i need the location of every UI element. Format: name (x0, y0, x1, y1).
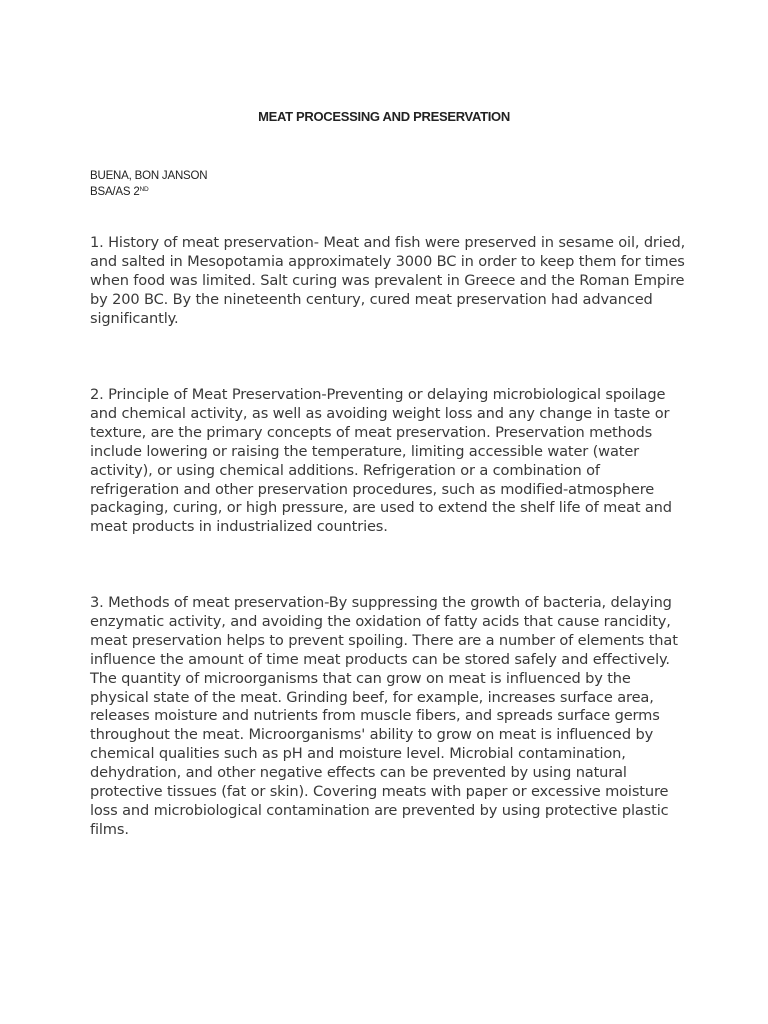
author-course (90, 184, 207, 200)
paragraph-principle: 2. Principle of Meat Preservation-Preventing or delaying microbiological spoilage and chemical activity, as well as avoiding weight loss and any change in taste or texture, are the primary concepts of meat preservation. Preservation methods include lowering or raising the temperature, limiting accessible water (water activity), or using chemical additions. Refrigeration or a combination of refrigeration and other preservation procedures, such as modified-atmosphere packaging, curing, or high pressure, are used to extend the shelf life of meat and meat products in industrialized countries. (90, 386, 672, 536)
document-title: MEAT PROCESSING AND PRESERVATION (258, 109, 510, 124)
paragraph-methods: 3. Methods of meat preservation-By suppressing the growth of bacteria, delaying enzymatic activity, and avoiding the oxidation of fatty acids that cause rancidity, meat preservation helps to prevent spoiling. There are a number of elements that influence the amount of time meat products can be stored safely and effectively. The quantity of microorganisms that can grow on meat is influenced by the physical state of the meat. Grinding beef, for example, increases surface area, releases moisture and nutrients from muscle fibers, and spreads surface germs throughout the meat. Microorganisms' ability to grow on meat is influenced by chemical qualities such as pH and moisture level. Microbial contamination, dehydration, and other negative effects can be prevented by using natural protective tissues (fat or skin). Covering meats with paper or excessive moisture loss and microbiological contamination are prevented by using protective plastic films. (90, 594, 678, 838)
author-course-suffix: ND (139, 186, 149, 193)
author-course-text: BSA/AS 2 (90, 186, 140, 198)
paragraph-history: 1. History of meat preservation- Meat and fish were preserved in sesame oil, dried, and salted in Mesopotamia approximately 3000 BC in order to keep them for times when food was limited. Salt curing was prevalent in Greece and the Roman Empire by 200 BC. By the nineteenth century, cured meat preservation had advanced significantly. (90, 234, 686, 327)
author-block (90, 168, 207, 200)
author-name: BUENA, BON JANSON (90, 170, 208, 182)
